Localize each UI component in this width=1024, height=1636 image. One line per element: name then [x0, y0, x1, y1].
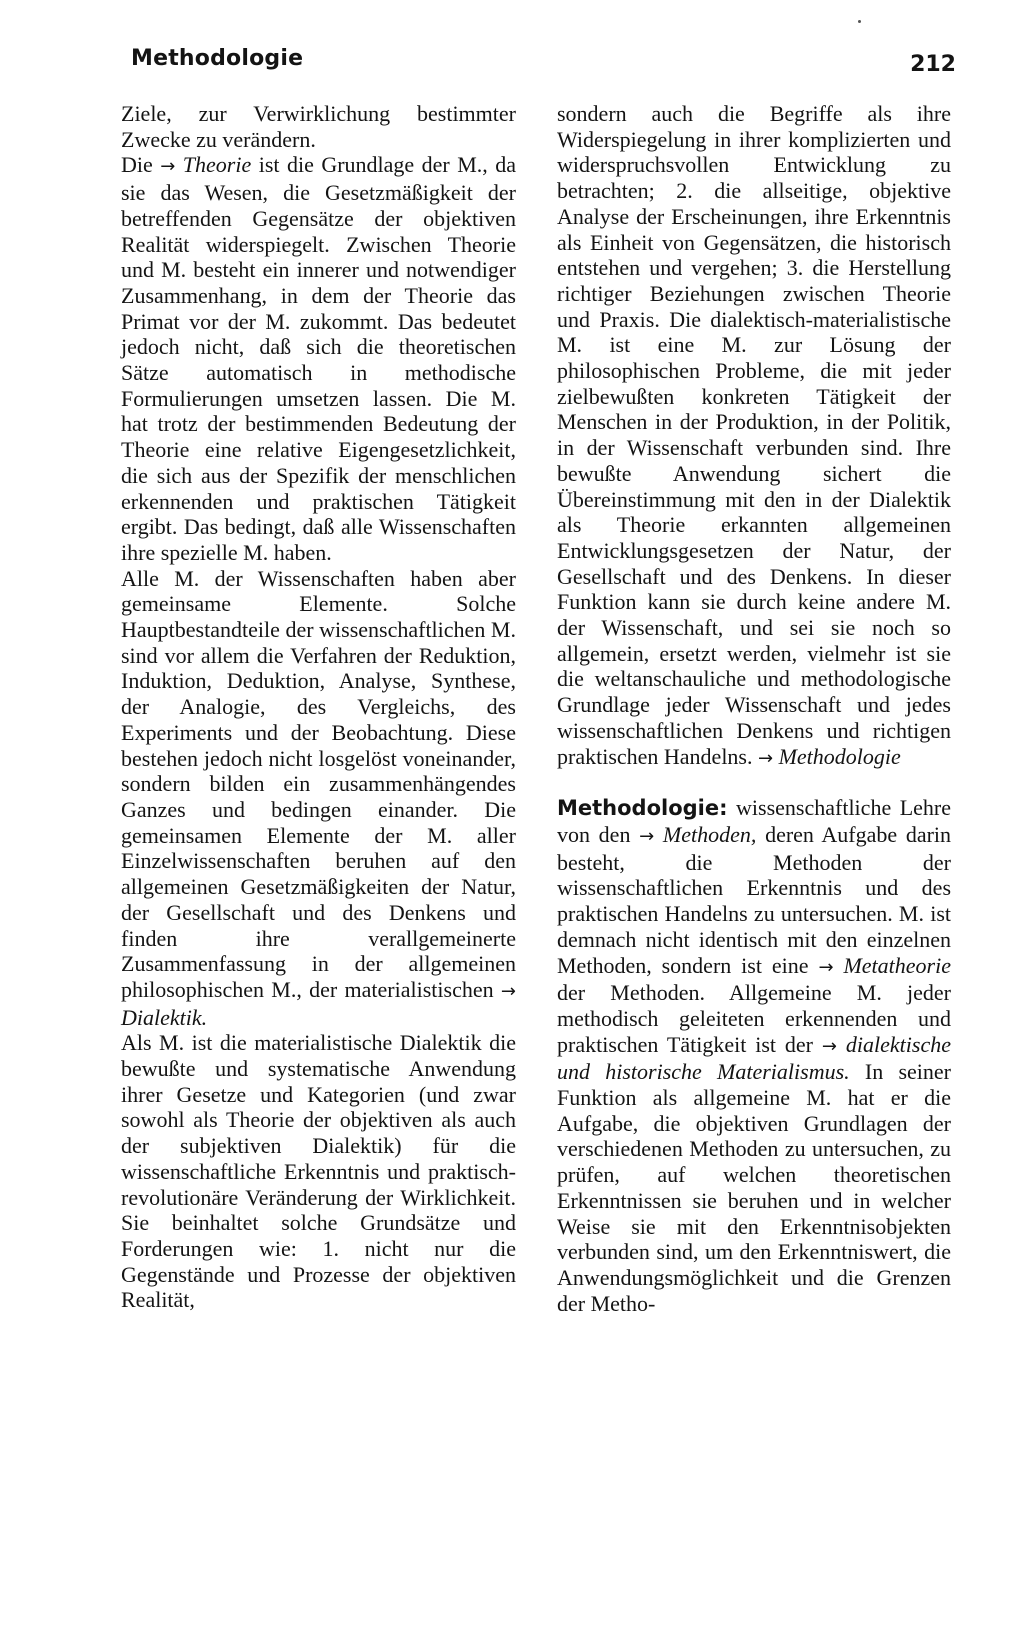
print-speck: [858, 20, 861, 23]
paragraph-text: deren Aufgabe darin besteht, die Methoden der wissenschaftlichen Erkenntnis und des praktischen Handelns zu untersuchen. M. ist demnach nicht identisch mit den einzelnen Methoden, sondern ist eine: [557, 821, 952, 978]
cross-reference-arrow-icon: →: [639, 825, 655, 847]
paragraph-text: Ziele, zur Verwirklichung bestimmter Zwecke zu verändern.: [121, 101, 516, 152]
cross-reference-link[interactable]: Metatheorie: [843, 952, 951, 978]
paragraph-text: ist die Grundlage der M., da sie das Wesen, die Gesetzmäßigkeit der betreffenden Gegensätze der objektiven Realität widerspiegelt. Zwischen Theorie und M. besteht ein innerer und notwendiger Zusammenhang, in dem der Theorie das Primat vor der M. zukommt. Das bedeutet jedoch nicht, daß sich die theoretischen Sätze automatisch in methodische Formulierungen umsetzen lassen. Die M. hat trotz der bestimmenden Bedeutung der Theorie eine relative Eigengesetzlichkeit, die sich aus der Spezifik der menschlichen erkennenden und praktischen Tätigkeit ergibt. Das bedingt, daß alle Wissenschaften ihre spezielle M. haben.: [121, 152, 516, 565]
left-column: [121, 101, 516, 1313]
cross-reference-link[interactable]: Methoden,: [662, 821, 757, 847]
cross-reference-arrow-icon: →: [500, 980, 517, 1002]
paragraph: [121, 152, 516, 565]
right-column: [557, 101, 951, 1316]
paragraph-text: Als M. ist die materialistische Dialektik die bewußte und systematische Anwendung ihrer Gesetze und Kategorien (und zwar sowohl als Theorie der objektiven als auch der subjektiven Dialektik) für die wissenschaftliche Erkenntnis und praktisch-revolutionäre Veränderung der Wirklichkeit. Sie beinhaltet solche Grundsätze und Forderungen wie: 1. nicht nur die Gegenstände und Prozesse der objektiven Realität,: [121, 1030, 516, 1313]
dictionary-entry: [557, 795, 951, 1316]
page-number: 212: [910, 52, 956, 77]
paragraph: [121, 566, 516, 1031]
cross-reference-link[interactable]: Theorie: [182, 152, 252, 178]
paragraph: [557, 101, 951, 771]
paragraph-text: In seiner Funktion als allgemeine M. hat er die Aufgabe, die objektiven Grundlagen der verschiedenen Methoden zu untersuchen, zu prüfen, auf welchen theoretischen Erkenntnissen sie beruhen und in welcher Weise sie mit den Erkenntnisobjekten verbunden sind, um den Erkenntniswert, die Anwendungsmöglichkeit und die Grenzen der Metho-: [557, 1059, 952, 1316]
cross-reference-arrow-icon: →: [821, 1035, 838, 1057]
entry-spacer: [557, 771, 951, 795]
paragraph-text: sondern auch die Begriffe als ihre Widerspiegelung in ihrer komplizierten und widerspruchsvollen Entwicklung zu betrachten; 2. die allseitige, objektive Analyse der Erscheinungen, ihre Erkenntnis als Einheit von Gegensätzen, die historisch entstehen und vergehen; 3. die Herstellung richtiger Beziehungen zwischen Theorie und Praxis. Die dialektisch-materialistische M. ist eine M. zur Lösung der philosophischen Probleme, die mit jeder zielbewußten konkreten Tätigkeit der Menschen in der Produktion, in der Politik, in der Wissenschaft verbunden sind. Ihre bewußte Anwendung sichert die Übereinstimmung mit den in der Dialektik als Theorie erkannten allgemeinen Entwicklungsgesetzen der Natur, der Gesellschaft und des Denkens. In dieser Funktion kann sie durch keine andere M. der Wissenschaft, und sei sie noch so allgemein, ersetzt werden, vielmehr ist sie die weltanschauliche und methodologische Grundlage jeder Wissenschaft und jedes wissenschaftlichen Denkens und richtigen praktischen Handelns.: [557, 101, 951, 769]
paragraph-text: der Methoden. Allgemeine M. jeder methodisch geleiteten erkennenden und praktischen Tätigkeit ist der: [557, 980, 951, 1057]
cross-reference-arrow-icon: →: [160, 156, 176, 178]
paragraph: [121, 101, 516, 152]
paragraph-text: Die: [121, 152, 153, 178]
cross-reference-arrow-icon: →: [758, 747, 774, 769]
cross-reference-arrow-icon: →: [818, 956, 834, 978]
paragraph-text: Alle M. der Wissenschaften haben aber gemeinsame Elemente. Solche Hauptbestandteile der wissenschaftlichen M. sind vor allem die Verfahren der Reduktion, Induktion, Deduktion, Analyse, Synthese, der Analogie, des Vergleichs, des Experiments und der Beobachtung. Diese bestehen jedoch nicht losgelöst voneinander, sondern bilden ein zusammenhängendes Ganzes und bedingen einander. Die gemeinsamen Elemente der M. aller Einzelwissenschaften beruhen auf den allgemeinen Gesetzmäßigkeiten der Natur, der Gesellschaft und des Denkens und finden ihre verallgemeinerte Zusammenfassung in der allgemeinen philosophischen M., der materialistischen: [121, 565, 516, 1002]
paragraph: [121, 1030, 516, 1313]
entry-heading: Methodologie:: [557, 796, 728, 821]
running-head: Methodologie: [131, 46, 304, 71]
cross-reference-link[interactable]: Dialektik.: [121, 1004, 208, 1030]
cross-reference-link[interactable]: dialektische und historische Materialismus.: [557, 1031, 951, 1085]
cross-reference-link[interactable]: Methodologie: [778, 743, 901, 769]
paragraph-text: wissenschaftliche Lehre von den: [557, 795, 952, 847]
